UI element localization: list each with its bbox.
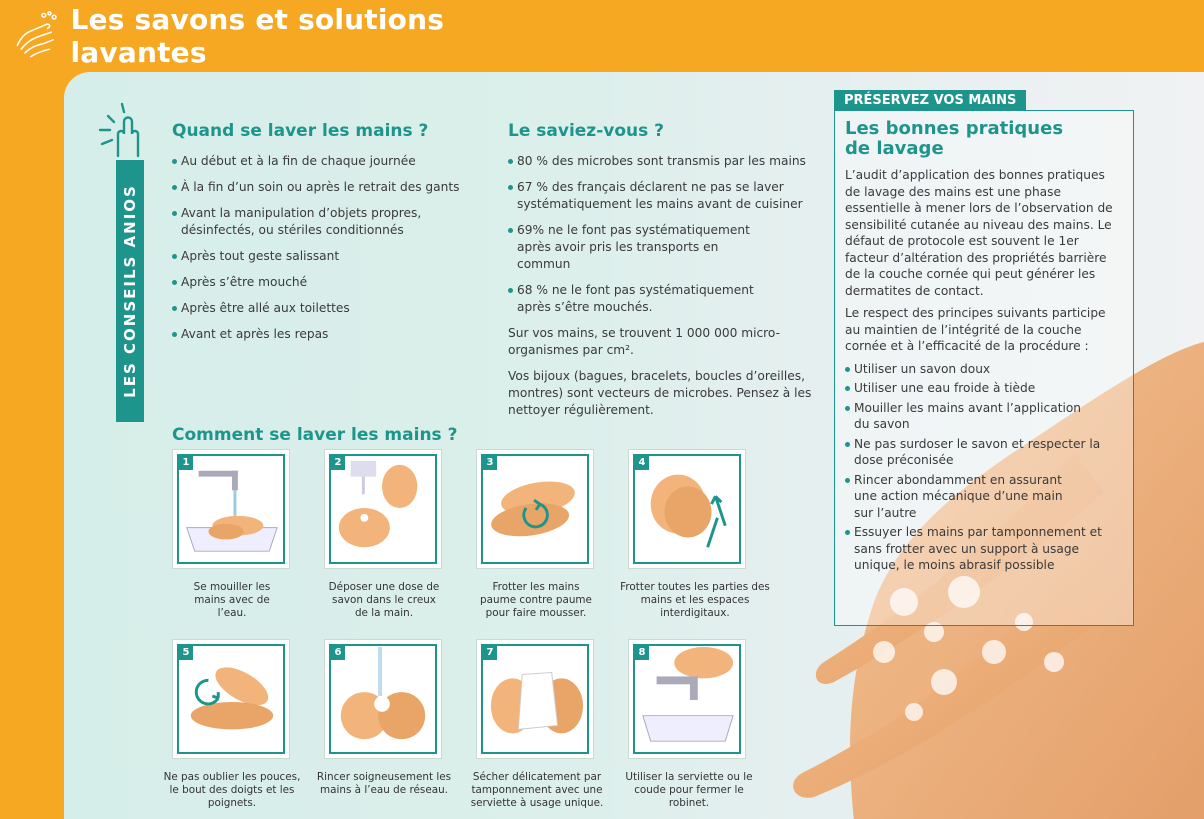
step-illustration [628,639,746,759]
list-item: 69% ne le font pas systématiquement après avoir pris les transports en commun [508,222,770,273]
step-1 [172,449,292,620]
step-caption: Ne pas oublier les pouces, le bout des doigts et les poignets. [163,771,301,809]
step-6 [316,639,452,797]
preservez-tag: PRÉSERVEZ VOS MAINS [834,90,1026,111]
step-number: 6 [331,646,345,660]
list-item: Utiliser une eau froide à tiède [845,380,1123,397]
step-number: 7 [483,646,497,660]
page-title: Les savons et solutions lavantes [70,3,445,69]
towel-dry-icon [483,646,587,752]
saviez-title: Le saviez-vous ? [508,121,665,141]
list-item: Au début et à la fin de chaque journée [172,153,472,170]
conseils-ribbon [116,160,144,422]
step-illustration [476,639,594,759]
step-8 [625,639,753,810]
step-7 [470,639,604,810]
quand-section [172,121,472,352]
bonnes-pratiques-box [834,110,1134,626]
step-illustration [628,449,746,569]
step-caption: Utiliser la serviette ou le coude pour fermer le robinet. [625,771,753,809]
step-4 [620,449,770,620]
comment-title: Comment se laver les mains ? [172,425,458,445]
list-item: Après tout geste salissant [172,248,472,265]
rinse-hands-icon [331,646,435,752]
step-number: 2 [331,456,345,470]
faucet-wet-hands-icon [179,456,283,562]
pratiques-para-2: Le respect des principes suivants participe au maintien de l’intégrité de la couche cornée et à l’efficacité de la procédure : [845,306,1106,353]
step-3 [476,449,596,620]
step-2 [324,449,444,620]
list-item: 68 % ne le font pas systématiquement après s’être mouchés. [508,282,770,316]
step-caption: Frotter toutes les parties des mains et les espaces interdigitaux. [620,581,770,619]
soap-dose-icon [331,456,435,562]
conseils-label: LES CONSEILS ANIOS [121,184,139,398]
quand-title: Quand se laver les mains ? [172,121,429,141]
pratiques-title: Les bonnes pratiques de lavage [845,118,1064,159]
step-number: 8 [635,646,649,660]
list-item: Ne pas surdoser le savon et respecter la dose préconisée [845,436,1105,469]
list-item: Rincer abondamment en assurant une action mécanique d’une main sur l’autre [845,472,1075,522]
saviez-list [508,153,820,316]
step-caption: Déposer une dose de savon dans le creux de la main. [328,581,440,619]
step-illustration [324,449,442,569]
list-item: Après être allé aux toilettes [172,300,472,317]
wet-hands-icon [8,6,65,66]
step-caption: Rincer soigneusement les mains à l’eau de réseau. [316,771,452,796]
list-item: Avant la manipulation d’objets propres, désinfectés, ou stériles conditionnés [172,205,434,239]
step-caption: Se mouiller les mains avec de l’eau. [193,581,271,619]
saviez-para-2: Vos bijoux (bagues, bracelets, boucles d’oreilles, montres) sont vecteurs de microbes. Pensez à les nettoyer régulièrement. [508,369,812,417]
step-illustration [324,639,442,759]
list-item: 80 % des microbes sont transmis par les mains [508,153,820,170]
thumb-rub-icon [179,646,283,752]
step-illustration [172,639,290,759]
saviez-section [508,121,820,428]
interdigital-rub-icon [635,456,739,562]
pratiques-list [845,361,1123,574]
list-item: À la fin d’un soin ou après le retrait des gants [172,179,472,196]
pratiques-para-1: L’audit d’application des bonnes pratiques de lavage des mains est une phase essentielle à mener lors de l’observation de sensibilité cutanée au niveau des mains. Le défaut de protocole est souvent le 1er facteur d’altération des propriétés barrière de la couche cornée qui peut générer les dermatites de contact. [845,168,1113,298]
step-number: 3 [483,456,497,470]
close-faucet-icon [635,646,739,752]
list-item: Utiliser un savon doux [845,361,1123,378]
step-illustration [172,449,290,569]
pointing-finger-icon [94,100,158,160]
step-caption: Frotter les mains paume contre paume pour faire mousser. [480,581,592,619]
palm-rub-icon [483,456,587,562]
header-bar [0,0,560,72]
step-number: 5 [179,646,193,660]
list-item: Avant et après les repas [172,326,472,343]
comment-section [163,425,792,819]
step-number: 1 [179,456,193,470]
list-item: Après s’être mouché [172,274,472,291]
list-item: Mouiller les mains avant l’application du savon [845,400,1085,433]
list-item: Essuyer les mains par tamponnement et sans frotter avec un support à usage unique, le moins abrasif possible [845,524,1123,574]
step-caption: Sécher délicatement par tamponnement avec une serviette à usage unique. [470,771,604,809]
quand-list [172,153,472,343]
step-5 [163,639,301,810]
saviez-para-1: Sur vos mains, se trouvent 1 000 000 micro-organismes par cm². [508,326,780,357]
step-illustration [476,449,594,569]
step-number: 4 [635,456,649,470]
list-item: 67 % des français déclarent ne pas se laver systématiquement les mains avant de cuisiner [508,179,820,213]
